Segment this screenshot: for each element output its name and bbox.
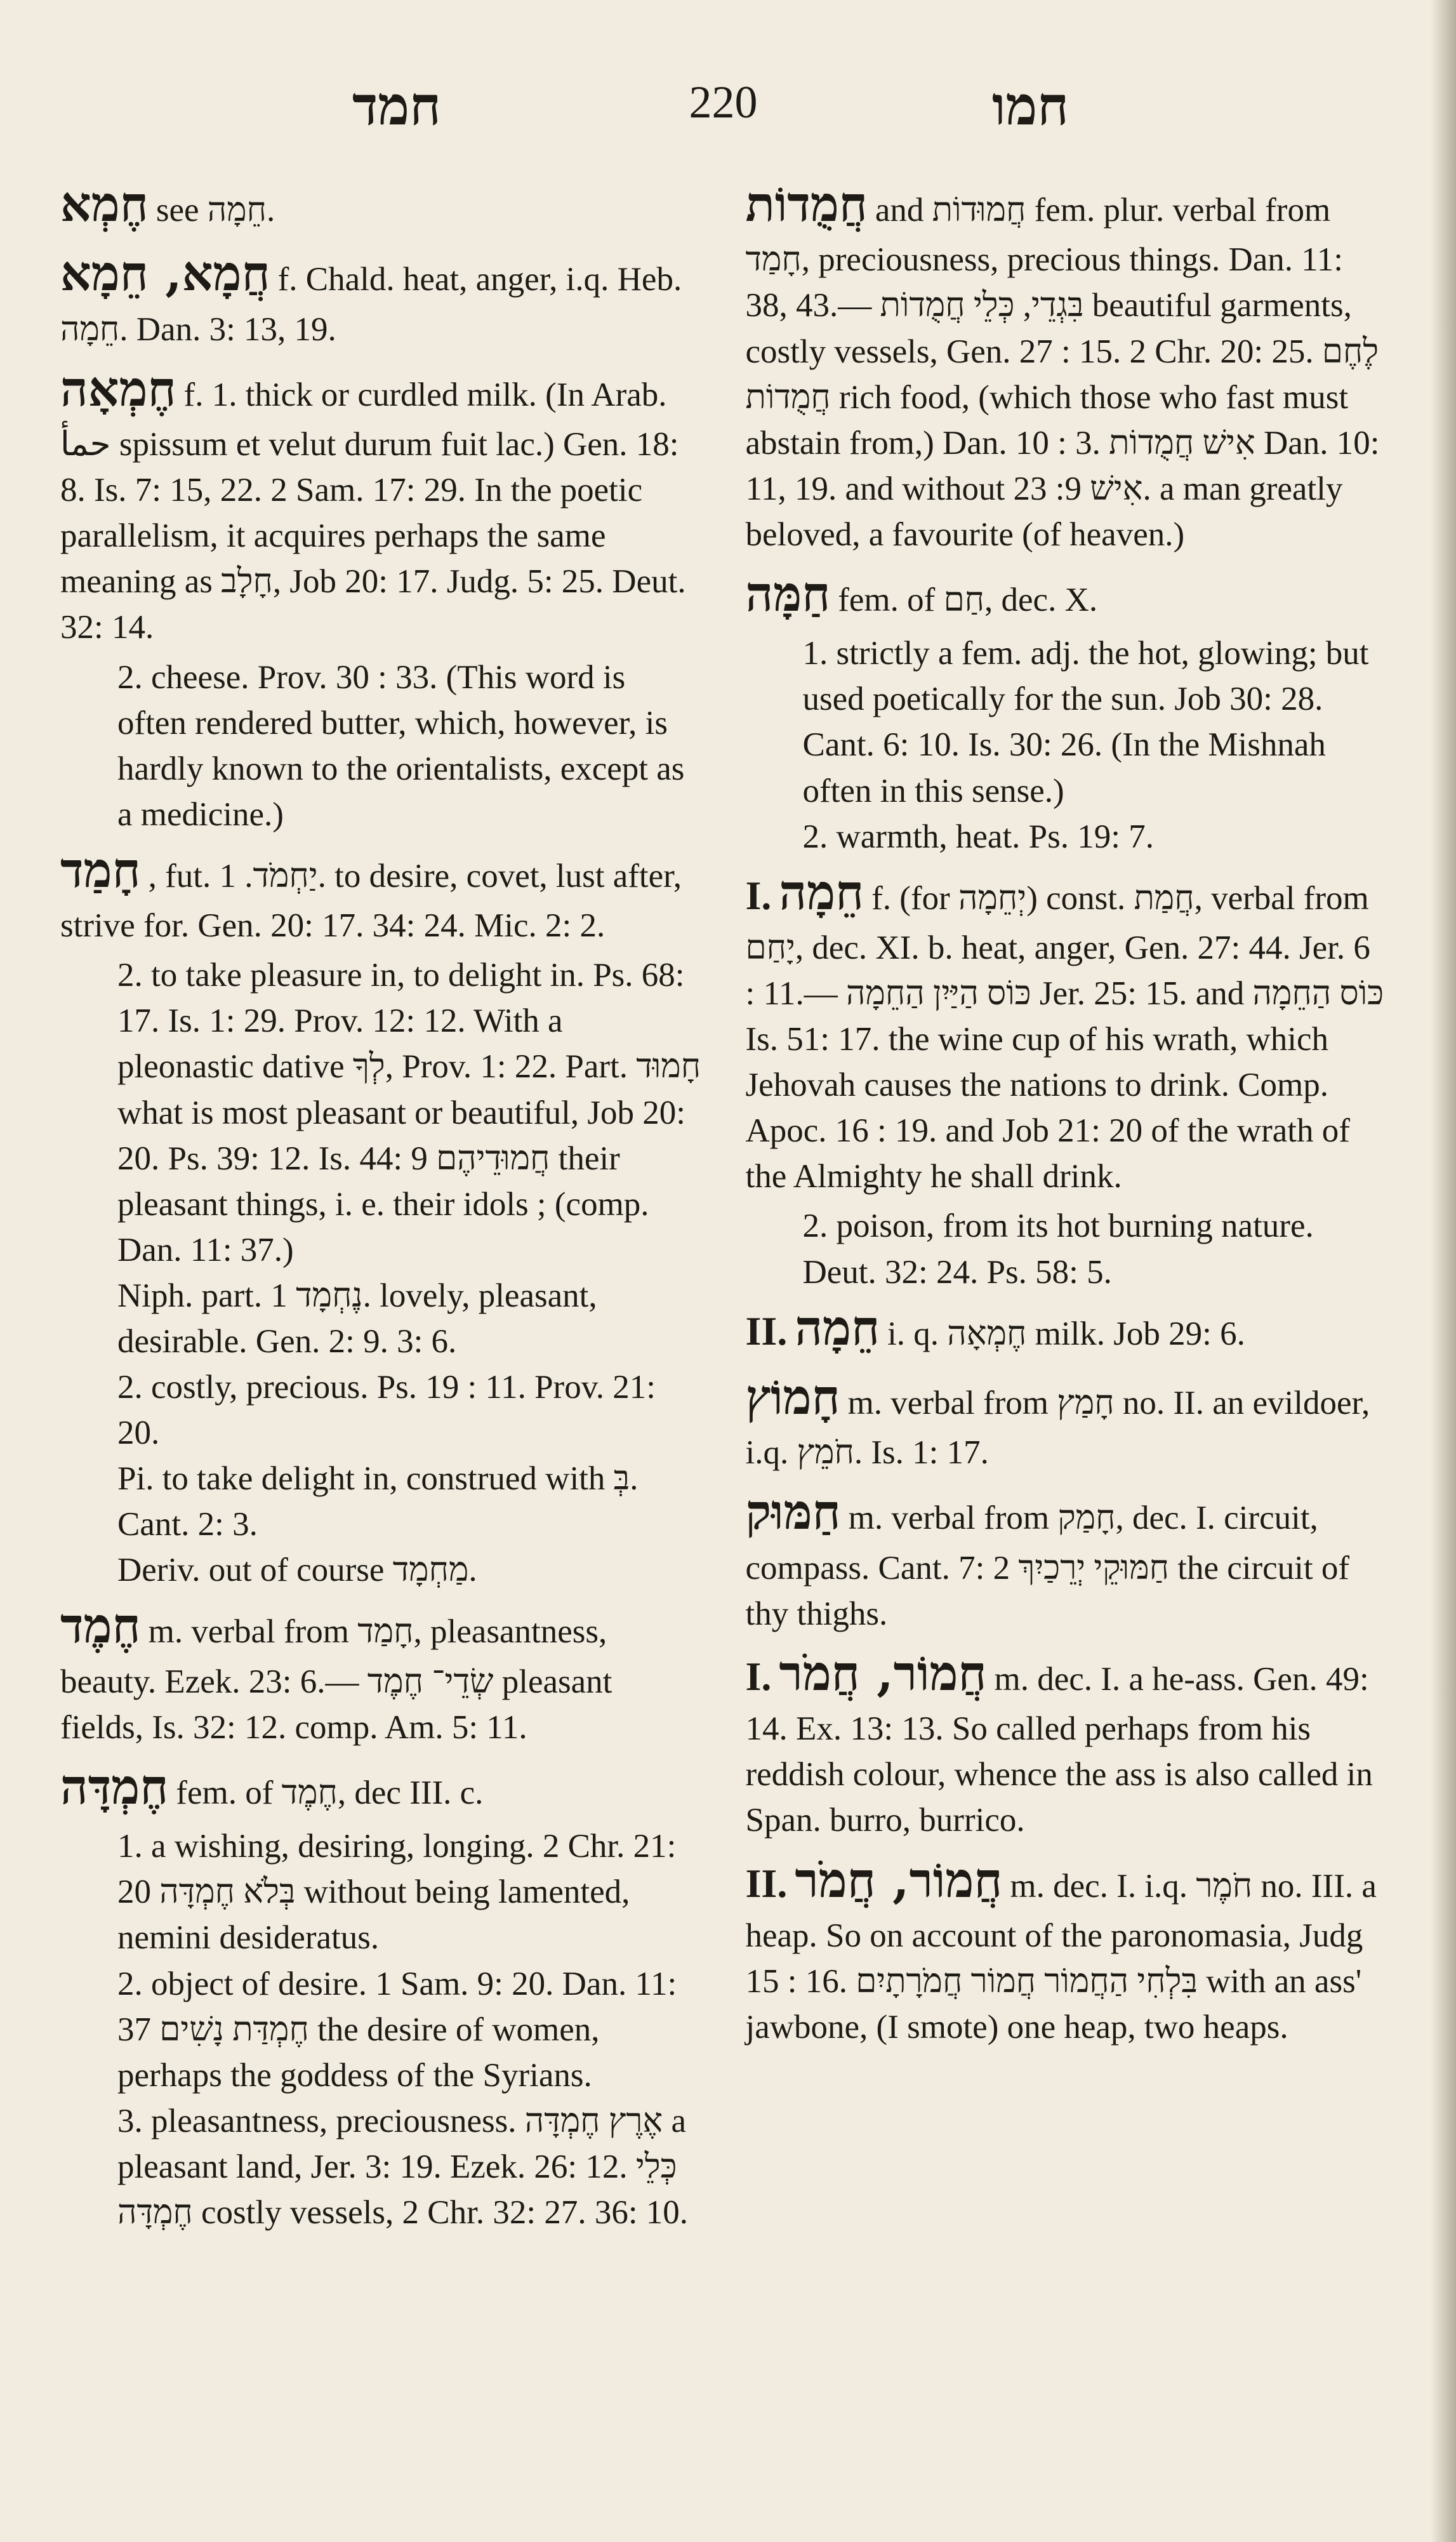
right-column [746,171,1387,2504]
homonym-number: I. [745,872,772,918]
dictionary-entry [746,1640,1387,1844]
entry-sense [746,630,1387,813]
page-header [60,76,1386,146]
dictionary-entry [746,1847,1387,2051]
entry-sense [60,1823,701,1960]
headword: חֵמָה [795,1299,880,1356]
dictionary-entry [746,171,1387,557]
entry-text: see חֵמָה. [156,192,275,229]
headword: חַמָּה [745,565,831,622]
entry-text: i. q. חֶמְאָה milk. Job 29: 6. [887,1315,1245,1352]
entry-sense [60,655,701,837]
two-column-body [60,171,1386,2504]
dictionary-entry [60,837,701,948]
entry-text: Deriv. out of course מַחְמָד. [117,1552,477,1589]
entry-text: f. Chald. heat, anger, i.q. Heb. חֵמָה. Dan. 3: 13, 19. [60,261,682,348]
dictionary-entry [746,561,1387,627]
dictionary-entry [746,1364,1387,1475]
homonym-number: II. [745,1860,788,1906]
entry-sense [60,1364,701,1456]
page-number: 220 [689,77,758,128]
entry-text: 1. strictly a fem. adj. the hot, glowing; but used poetically for the sun. Job 30: 28. Cant. 6: 10. Is. 30: 26. (In the Mishnah often in this sense.) [802,635,1369,809]
entry-text: 2. object of desire. 1 Sam. 9: 20. Dan. 11: 37 חֶמְדַּת נָשִׁים the desire of women, perhaps the goddess of the Syrians. [117,1965,677,2094]
headword: חֲמֻדוֹת [745,176,868,232]
entry-text: m. verbal from חָמַץ no. II. an evildoer, i.q. חֹמֵץ. Is. 1: 17. [745,1385,1370,1472]
entry-text: m. dec. I. a he-ass. Gen. 49: 14. Ex. 13: 13. So called perhaps from his reddish colour, whence the ass is also called in Span. burro, burrico. [745,1660,1373,1839]
entry-text: , fut. יַחְמֹד. 1. to desire, covet, lust after, strive for. Gen. 20: 17. 34: 24. Mic. 2: 2. [60,857,682,945]
entry-sense [746,1203,1387,1294]
entry-text: Pi. to take delight in, construed with בְּ. Cant. 2: 3. [117,1460,639,1543]
entry-sense [60,1456,701,1547]
headword: חֲמוֹר, חֲמֹר [779,1644,987,1701]
dictionary-entry [60,1593,701,1750]
dictionary-entry [60,1754,701,1820]
headword: חֲמוֹר, חֲמֹר [795,1851,1003,1908]
entry-text: 2. to take pleasure in, to delight in. Ps. 68: 17. Is. 1: 29. Prov. 12: 12. With a pleonastic dative לְךָ, Prov. 1: 22. Part. חָמוּד what is most pleasant or beautiful, Job 20: 20. Ps. 39: 12. Is. 44: 9 חֲמוּדֵיהֶם their pleasant things, i. e. their idols ; (comp. Dan. 11: 37.) [117,957,701,1268]
entry-text: 2. poison, from its hot burning nature. Deut. 32: 24. Ps. 58: 5. [802,1208,1314,1291]
entry-text: m. verbal from חָמַק, dec. I. circuit, compass. Cant. 7: 2 חַמּוּקֵי יְרֵכַיִךְ the circuit of thy thighs. [745,1500,1350,1632]
headword: חֲמָא, חֵמָא [60,245,270,302]
entry-sense [60,952,701,1273]
headword: חֵמָה [779,863,864,921]
entry-sense [60,1273,701,1364]
entry-text: f. (for יְחֵמָה) const. חֲמַת, verbal from יָחַם, dec. XI. b. heat, anger, Gen. 27: 44. Jer. 6 : 11.— כּוֹס הַיַּיִן הַחֵמָה Jer. 25: 15. and כּוֹס הַחֵמָה Is. 51: 17. the wine cup of his wrath, which Jehovah causes the nations to drink. Comp. Apoc. 16 : 19. and Job 21: 20 of the wrath of the Almighty he shall drink. [745,879,1384,1195]
page-edge-shadow [1431,0,1456,2542]
headword: חָמַד [60,841,141,898]
entry-sense [60,1961,701,2098]
headword: חֶמֶד [60,1597,141,1654]
dictionary-entry [746,1295,1387,1361]
entry-text: m. verbal from חָמַד, pleasantness, beauty. Ezek. 23: 6.— שְׂדֵי־ חֶמֶד pleasant fields, Is. 32: 12. comp. Am. 5: 11. [60,1613,612,1746]
homonym-number: II. [745,1308,788,1354]
headword: חֶמְאָה [60,360,176,417]
left-column [60,171,701,2504]
homonym-number: I. [745,1653,772,1699]
dictionary-entry [60,356,701,651]
entry-text: 3. pleasantness, preciousness. אֶרֶץ חֶמְדָּה a pleasant land, Jer. 3: 19. Ezek. 26: 12. כְּלֵי חֶמְדָּה costly vessels, 2 Chr. 32: 27. 36: 10. [117,2102,689,2231]
right-running-headword: חמו [992,77,1069,136]
entry-text: Niph. part. נֶחְמָד 1. lovely, pleasant, desirable. Gen. 2: 9. 3: 6. [117,1277,597,1360]
entry-text: 2. warmth, heat. Ps. 19: 7. [802,818,1154,855]
dictionary-entry [746,1479,1387,1637]
entry-text: f. 1. thick or curdled milk. (In Arab. حمأ spissum et velut durum fuit lac.) Gen. 18: 8. Is. 7: 15, 22. 2 Sam. 17: 29. In the poetic parallelism, it acquires perhaps the same meaning as חָלָב, Job 20: 17. Judg. 5: 25. Deut. 32: 14. [60,376,686,646]
entry-text: 2. costly, precious. Ps. 19 : 11. Prov. 21: 20. [117,1369,656,1452]
entry-sense [60,2098,701,2235]
dictionary-entry [746,860,1387,1200]
left-running-headword: חמד [352,77,441,136]
headword: חַמּוּק [745,1484,841,1541]
entry-text: 1. a wishing, desiring, longing. 2 Chr. 21: 20 בְּלֹא חֶמְדָּה without being lamented, nemini desideratus. [117,1828,677,1957]
headword: חֶמְא [60,176,149,232]
headword: חֶמְדָּה [60,1758,169,1815]
entry-text: and חֲמוּדוֹת fem. plur. verbal from חָמַד, preciousness, precious things. Dan. 11: 38, 43.— בִּגְדֵי, כְּלֵי חֲמֻדוֹת beautiful garments, costly vessels, Gen. 27 : 15. 2 Chr. 20: 25. לֶחֶם חֲמֻדוֹת rich food, (which those who fast must abstain from,) Dan. 10 : 3. אִישׁ חֲמֻדוֹת Dan. 10: 11, 19. and without אִישׁ 9: 23. a man greatly beloved, a favourite (of heaven.) [745,192,1380,553]
entry-text: fem. of חֶמֶד, dec III. c. [176,1774,484,1811]
entry-text: 2. cheese. Prov. 30 : 33. (This word is often rendered butter, which, however, is hardly known to the orientalists, except as a medicine.) [117,658,685,833]
dictionary-entry [60,171,701,237]
entry-sense [746,814,1387,860]
dictionary-entry [60,241,701,352]
entry-sense [60,1547,701,1593]
entry-text: fem. of חַם, dec. X. [838,581,1098,618]
entry-text: m. dec. I. i.q. חֹמֶר no. III. a heap. So on account of the paronomasia, Judg 15 : 16. בִּלְחִי הַחֲמוֹר חֲמוֹר חֲמֹרָתָיִם with an ass' jawbone, (I smote) one heap, two heaps. [745,1867,1377,2046]
headword: חָמוֹץ [745,1369,840,1425]
